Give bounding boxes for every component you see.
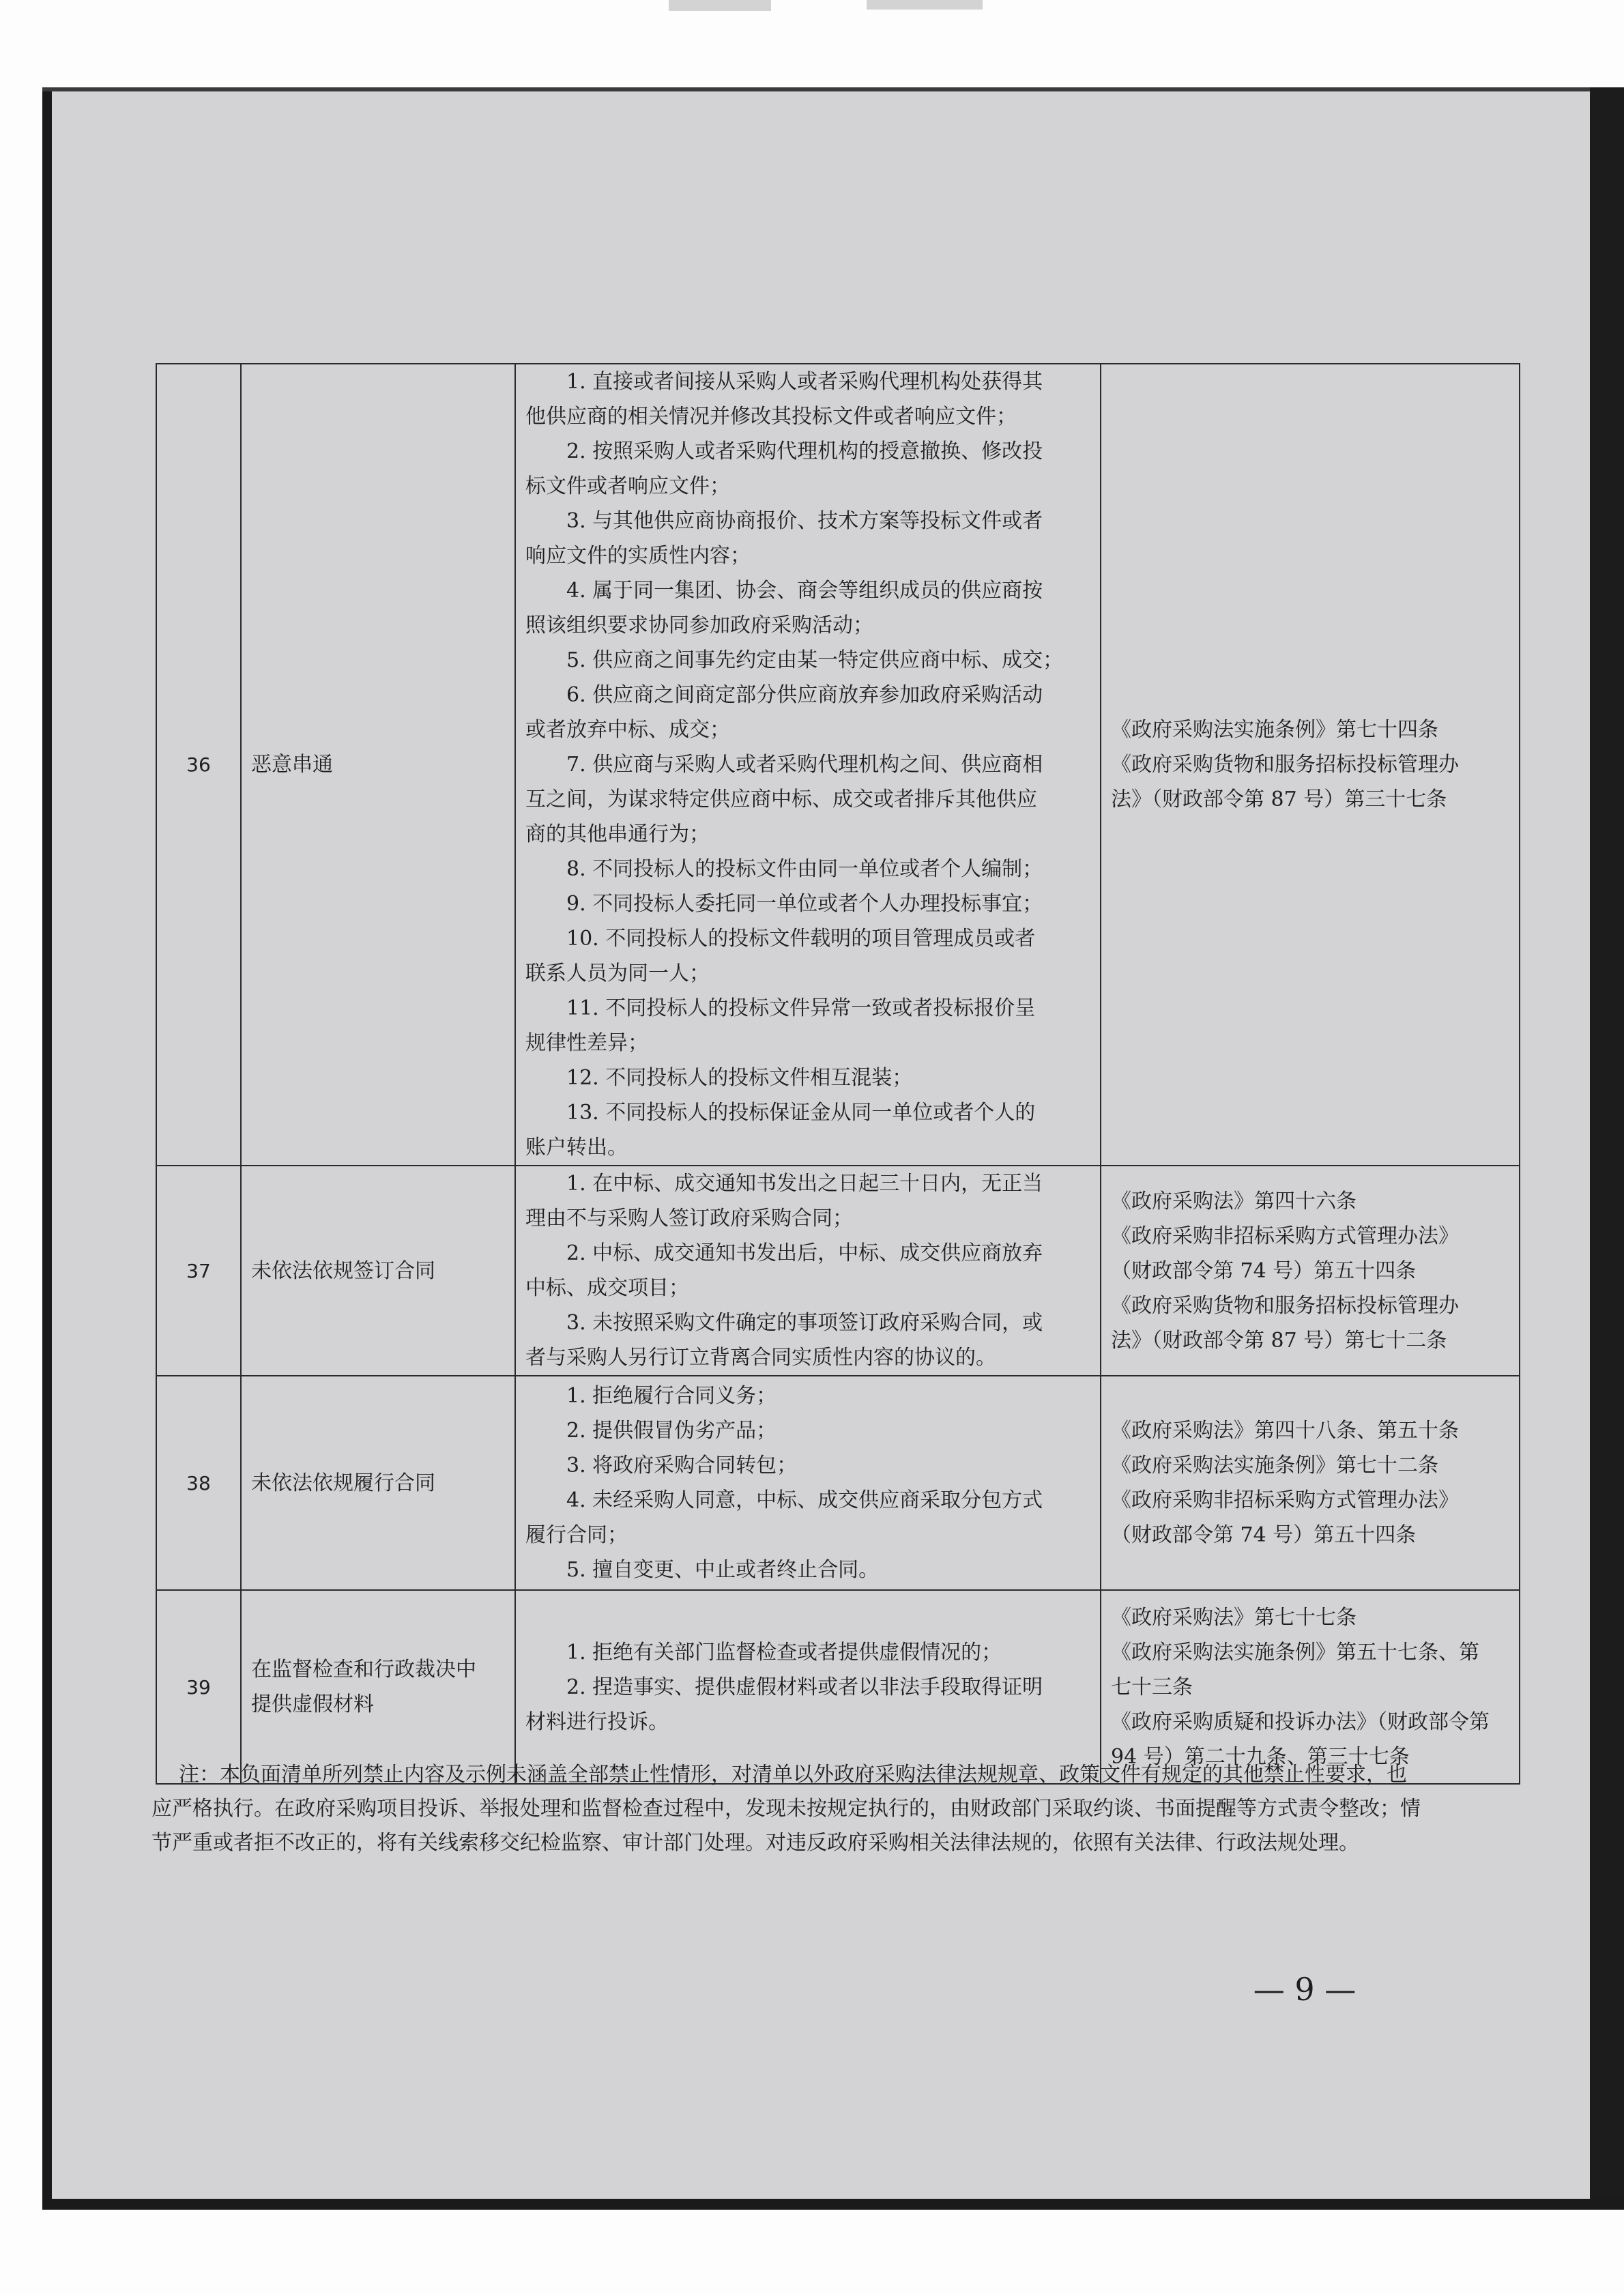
scan-smudge — [669, 0, 771, 11]
negative-list-table — [156, 363, 1520, 1785]
example-line: 13. 不同投标人的投标保证金从同一单位或者个人的 — [566, 1101, 1036, 1125]
example-line: 4. 未经采购人同意，中标、成交供应商采取分包方式 — [566, 1488, 1043, 1512]
example-line: 3. 与其他供应商协商报价、技术方案等投标文件或者 — [566, 509, 1043, 533]
footnote-line: 应严格执行。在政府采购项目投诉、举报处理和监督检查过程中，发现未按规定执行的，由财政部门采取约谈、书面提醒等方式责令整改；情 — [151, 1797, 1421, 1821]
example-line: 或者放弃中标、成交； — [525, 718, 730, 742]
example-line: 者与采购人另行订立背离合同实质性内容的协议的。 — [525, 1346, 996, 1370]
example-line: 4. 属于同一集团、协会、商会等组织成员的供应商按 — [566, 579, 1043, 603]
example-line: 2. 中标、成交通知书发出后，中标、成交供应商放弃 — [566, 1241, 1043, 1265]
legal-basis-cell — [1101, 364, 1520, 1166]
example-line: 1. 直接或者间接从采购人或者采购代理机构处获得其 — [566, 370, 1043, 394]
basis-line: 《政府采购法》第七十七条 — [1111, 1605, 1357, 1630]
scan-edge-top — [42, 87, 1624, 91]
footnote — [151, 1758, 1543, 1860]
behavior-name: 恶意串通 — [241, 364, 515, 1166]
example-line: 2. 按照采购人或者采购代理机构的授意撤换、修改投 — [566, 439, 1043, 463]
behavior-name — [241, 1590, 515, 1784]
row-number: 39 — [156, 1590, 241, 1784]
basis-line: 《政府采购质疑和投诉办法》（财政部令第 — [1111, 1709, 1490, 1734]
footnote-line: 节严重或者拒不改正的，将有关线索移交纪检监察、审计部门处理。对违反政府采购相关法律法规的，依照有关法律、行政法规处理。 — [151, 1831, 1359, 1855]
scan-smudge — [867, 0, 983, 10]
row-number: 38 — [156, 1376, 241, 1590]
basis-line: 《政府采购非招标采购方式管理办法》 — [1111, 1224, 1459, 1248]
example-line: 12. 不同投标人的投标文件相互混装； — [566, 1066, 913, 1090]
basis-line: 《政府采购法实施条例》第五十七条、第 — [1111, 1640, 1479, 1664]
example-line: 10. 不同投标人的投标文件载明的项目管理成员或者 — [566, 927, 1036, 951]
legal-basis-cell — [1101, 1166, 1520, 1376]
footnote-line: 注：本负面清单所列禁止内容及示例未涵盖全部禁止性情形，对清单以外政府采购法律法规规章、政策文件有规定的其他禁止性要求，也 — [179, 1763, 1407, 1787]
legal-basis-cell — [1101, 1590, 1520, 1784]
example-line: 7. 供应商与采购人或者采购代理机构之间、供应商相 — [566, 753, 1043, 777]
basis-line: 《政府采购法》第四十六条 — [1111, 1189, 1357, 1213]
example-line: 标文件或者响应文件； — [525, 474, 730, 498]
examples-cell — [515, 1166, 1101, 1376]
basis-line: 法》（财政部令第 87 号）第三十七条 — [1111, 788, 1447, 811]
example-line: 1. 在中标、成交通知书发出之日起三十日内，无正当 — [566, 1172, 1043, 1196]
behavior-name-line: 在监督检查和行政裁决中 — [251, 1658, 476, 1681]
page-number: — 9 — — [1253, 1971, 1357, 2008]
row-number: 36 — [156, 364, 241, 1166]
scan-edge-bottom — [42, 2199, 1624, 2210]
scan-edge-left — [42, 87, 52, 2203]
behavior-name: 未依法依规签订合同 — [241, 1166, 515, 1376]
example-line: 规律性差异； — [525, 1031, 648, 1055]
basis-line: 七十三条 — [1111, 1675, 1193, 1699]
example-line: 6. 供应商之间商定部分供应商放弃参加政府采购活动 — [566, 683, 1043, 707]
table-row — [156, 1590, 1520, 1784]
example-line: 响应文件的实质性内容； — [525, 544, 751, 568]
basis-line: 《政府采购法》第四十八条、第五十条 — [1111, 1419, 1459, 1443]
basis-line: （财政部令第 74 号）第五十四条 — [1111, 1258, 1417, 1283]
examples-cell — [515, 1376, 1101, 1590]
example-line: 中标、成交项目； — [525, 1276, 689, 1300]
example-line: 3. 未按照采购文件确定的事项签订政府采购合同，或 — [566, 1311, 1043, 1335]
examples-cell — [515, 364, 1101, 1166]
basis-line: 《政府采购非招标采购方式管理办法》 — [1111, 1488, 1459, 1512]
example-line: 9. 不同投标人委托同一单位或者个人办理投标事宜； — [566, 892, 1043, 916]
basis-line: 法》（财政部令第 87 号）第七十二条 — [1111, 1328, 1447, 1353]
example-line: 商的其他串通行为； — [525, 822, 710, 846]
example-line: 5. 擅自变更、中止或者终止合同。 — [566, 1558, 880, 1582]
legal-basis-cell — [1101, 1376, 1520, 1590]
basis-line: 《政府采购法实施条例》第七十二条 — [1111, 1454, 1438, 1477]
table-row — [156, 1376, 1520, 1590]
basis-line: （财政部令第 74 号）第五十四条 — [1111, 1523, 1417, 1547]
behavior-name: 未依法依规履行合同 — [241, 1376, 515, 1590]
table-row — [156, 1166, 1520, 1376]
row-number: 37 — [156, 1166, 241, 1376]
example-line: 互之间，为谋求特定供应商中标、成交或者排斥其他供应 — [525, 788, 1037, 811]
example-line: 8. 不同投标人的投标文件由同一单位或者个人编制； — [566, 857, 1043, 881]
example-line: 2. 捏造事实、提供虚假材料或者以非法手段取得证明 — [566, 1675, 1043, 1699]
example-line: 他供应商的相关情况并修改其投标文件或者响应文件； — [525, 405, 1017, 429]
behavior-name-line: 提供虚假材料 — [251, 1692, 374, 1716]
example-line: 3. 将政府采购合同转包； — [566, 1454, 798, 1477]
example-line: 账户转出。 — [525, 1136, 628, 1159]
example-line: 材料进行投诉。 — [525, 1709, 669, 1734]
basis-line: 《政府采购法实施条例》第七十四条 — [1111, 718, 1438, 742]
example-line: 联系人员为同一人； — [525, 962, 710, 985]
example-line: 1. 拒绝履行合同义务； — [566, 1384, 777, 1408]
example-line: 5. 供应商之间事先约定由某一特定供应商中标、成交； — [566, 648, 1064, 672]
example-line: 履行合同； — [525, 1523, 628, 1547]
example-line: 11. 不同投标人的投标文件异常一致或者投标报价呈 — [566, 996, 1036, 1020]
scan-edge-right — [1590, 87, 1624, 2203]
table-row — [156, 364, 1520, 1166]
example-line: 理由不与采购人签订政府采购合同； — [525, 1207, 853, 1230]
example-line: 2. 提供假冒伪劣产品； — [566, 1419, 777, 1443]
example-line: 照该组织要求协同参加政府采购活动； — [525, 614, 873, 637]
basis-line: 94 号）第二十九条、第三十七条 — [1111, 1744, 1410, 1769]
basis-line: 《政府采购货物和服务招标投标管理办 — [1111, 753, 1459, 777]
basis-line: 《政府采购货物和服务招标投标管理办 — [1111, 1293, 1459, 1318]
example-line: 1. 拒绝有关部门监督检查或者提供虚假情况的； — [566, 1640, 1002, 1664]
examples-cell — [515, 1590, 1101, 1784]
